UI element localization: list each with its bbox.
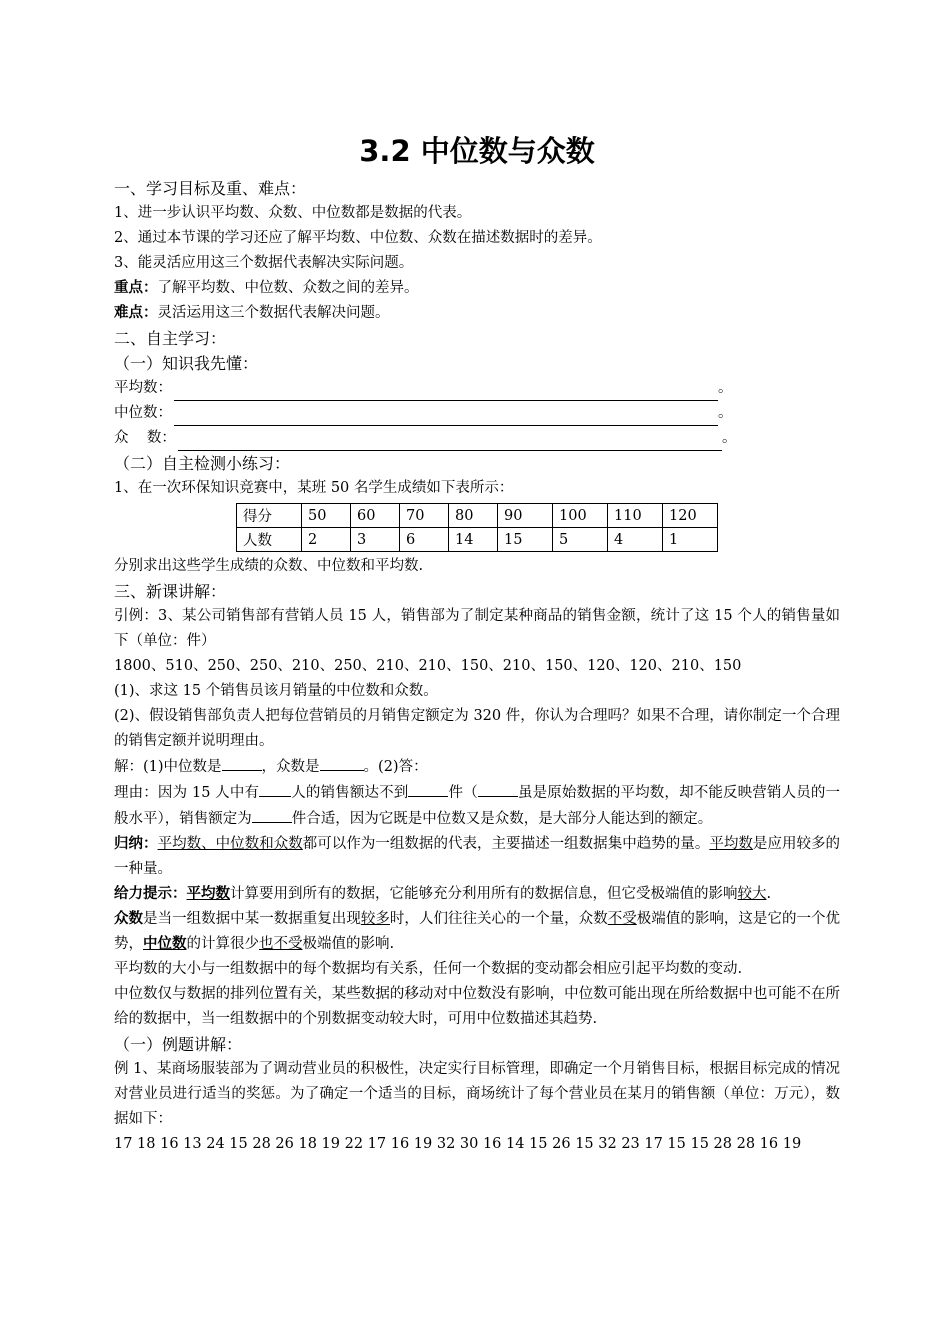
difficult-point <box>114 301 840 326</box>
fill-end-mode: 。 <box>721 430 737 446</box>
table-cell: 50 <box>302 504 351 528</box>
example-1-data: 17 18 16 13 24 15 28 26 18 19 22 17 16 19 32 30 16 14 15 26 15 32 23 17 15 15 28 28 16 19 <box>114 1136 802 1152</box>
table-row <box>237 504 718 528</box>
answer-blank-count[interactable] <box>259 780 291 797</box>
section-2-heading: 二、自主学习： <box>114 329 227 348</box>
fill-label-median: 中位数： <box>114 405 172 421</box>
table-cell: 100 <box>553 504 608 528</box>
table-cell: 80 <box>449 504 498 528</box>
reason-paragraph <box>114 780 840 832</box>
sales-data: 1800、510、250、250、210、250、210、210、150、210、150、120、120、210、150 <box>114 658 742 674</box>
solution-text-c: 。(2)答： <box>363 759 428 775</box>
fill-label-mode: 众 数： <box>114 430 176 446</box>
section-1-heading: 一、学习目标及重、难点： <box>114 179 307 198</box>
subsection-knowledge: （一）知识我先懂： <box>114 354 259 373</box>
table-cell: 110 <box>608 504 663 528</box>
reason-text-d: 虽是原始数据的平均数，却不能反映营销人员的一般水平），销售额定为 <box>114 785 841 827</box>
median-term: 中位数 <box>143 936 187 952</box>
mode-text-5: 极端值的影响. <box>302 936 395 952</box>
mode-text-4: 的计算很少 <box>186 936 259 952</box>
question-1: 1、在一次环保知识竞赛中，某班 50 名学生成绩如下表所示： <box>114 480 514 496</box>
goal-2: 2、通过本节课的学习还应了解平均数、中位数、众数在描述数据时的差异。 <box>114 230 602 246</box>
example-1: 例 1、某商场服装部为了调动营业员的积极性，决定实行目标管理，即确定一个月销售目标，根据目标完成的情况对营业员进行适当的奖惩。为了确定一个适当的目标，商场统计了每个营业员在某月的销售额（单位：万元），数据如下： <box>114 1061 840 1127</box>
table-cell: 60 <box>351 504 400 528</box>
solution-text-b: ，众数是 <box>261 759 320 775</box>
reason-text-e: 件合适，因为它既是中位数又是众数，是大部分人能达到的额定。 <box>291 811 713 827</box>
fill-end-median: 。 <box>718 405 733 421</box>
mode-term: 众数 <box>114 911 144 927</box>
summary-underlined-2: 平均数 <box>709 836 753 852</box>
goal-1: 1、进一步认识平均数、众数、中位数都是数据的代表。 <box>114 205 472 221</box>
fill-blank-mean[interactable] <box>174 382 718 401</box>
document-page <box>114 128 840 1157</box>
key-point-label: 重点： <box>114 280 158 296</box>
fill-row-mean <box>114 376 840 401</box>
score-table <box>236 503 718 552</box>
solution-line <box>114 754 840 780</box>
section-3-heading: 三、新课讲解： <box>114 582 227 601</box>
fill-blank-mode[interactable] <box>178 432 722 451</box>
table-cell: 120 <box>663 504 718 528</box>
answer-blank-median[interactable] <box>222 754 262 771</box>
mode-text-3: 极端值的影响，这是它的一个优势， <box>114 911 841 952</box>
fill-end-mean: 。 <box>718 380 733 396</box>
tip-label: 给力提示： <box>114 886 187 902</box>
answer-blank-amount[interactable] <box>408 780 448 797</box>
table-cell: 2 <box>302 528 351 552</box>
median-paragraph: 中位数仅与数据的排列位置有关，某些数据的移动对中位数没有影响，中位数可能出现在所给数据中也可能不在所给的数据中，当一组数据中的个别数据变动较大时，可用中位数描述其趋势. <box>114 986 840 1027</box>
difficult-point-label: 难点： <box>114 305 158 321</box>
difficult-point-text: 灵活运用这三个数据代表解决问题。 <box>157 305 390 321</box>
answer-blank-average[interactable] <box>478 780 518 797</box>
question-1-instruction: 分别求出这些学生成绩的众数、中位数和平均数. <box>114 558 424 574</box>
tip-text-1: 计算要用到所有的数据，它能够充分利用所有的数据信息，但它受极端值的影响 <box>230 886 738 902</box>
fill-row-median <box>114 401 840 426</box>
goal-3: 3、能灵活应用这三个数据代表解决实际问题。 <box>114 255 414 271</box>
table-cell: 3 <box>351 528 400 552</box>
fill-row-mode <box>114 426 840 451</box>
table-cell: 4 <box>608 528 663 552</box>
tip-paragraph <box>114 882 840 907</box>
page-title: 3.2 中位数与众数 <box>359 134 595 168</box>
table-cell: 得分 <box>237 504 302 528</box>
summary-label: 归纳： <box>114 836 158 852</box>
subsection-self-check: （二）自主检测小练习： <box>114 454 291 473</box>
key-point-text: 了解平均数、中位数、众数之间的差异。 <box>157 280 419 296</box>
table-cell: 5 <box>553 528 608 552</box>
mean-paragraph: 平均数的大小与一组数据中的每个数据均有关系，任何一个数据的变动都会相应引起平均数的变动. <box>114 961 743 977</box>
fill-blank-median[interactable] <box>174 407 718 426</box>
summary-paragraph <box>114 832 840 882</box>
summary-underlined-1: 平均数、中位数和众数 <box>157 836 303 852</box>
tip-text-2: . <box>766 886 772 902</box>
answer-blank-mode[interactable] <box>320 754 364 771</box>
mode-text-1: 是当一组数据中某一数据重复出现 <box>143 911 361 927</box>
solution-text-a: 解：(1)中位数是 <box>114 759 222 775</box>
table-cell: 14 <box>449 528 498 552</box>
subsection-examples: （一）例题讲解： <box>114 1035 243 1054</box>
table-cell: 6 <box>400 528 449 552</box>
summary-text-1: 都可以作为一组数据的代表，主要描述一组数据集中趋势的量。 <box>302 836 710 852</box>
fill-label-mean: 平均数： <box>114 380 172 396</box>
table-cell: 90 <box>498 504 553 528</box>
reason-text-b: 人的销售额达不到 <box>291 785 409 801</box>
answer-blank-quota[interactable] <box>252 806 292 823</box>
table-cell: 15 <box>498 528 553 552</box>
table-row <box>237 528 718 552</box>
tip-underlined: 较大 <box>737 886 767 902</box>
mode-underlined-3: 也不受 <box>259 936 303 952</box>
key-point <box>114 276 840 301</box>
table-cell: 人数 <box>237 528 302 552</box>
mode-paragraph <box>114 907 840 957</box>
reason-text-a: 理由：因为 15 人中有 <box>114 785 260 801</box>
tip-mean-term: 平均数 <box>186 886 230 902</box>
intro-question-1: (1)、求这 15 个销售员该月销量的中位数和众数。 <box>114 683 438 699</box>
mode-underlined-2: 不受 <box>607 911 637 927</box>
table-cell: 70 <box>400 504 449 528</box>
mode-underlined-1: 较多 <box>360 911 390 927</box>
table-cell: 1 <box>663 528 718 552</box>
mode-text-2: 时，人们往往关心的一个量，众数 <box>389 911 608 927</box>
summary-text-2: 是应用较多的一种量。 <box>114 836 841 877</box>
reason-text-c: 件（ <box>448 785 478 801</box>
intro-example: 引例：3、某公司销售部有营销人员 15 人，销售部为了制定某种商品的销售金额，统计了这 15 个人的销售量如下（单位：件） <box>114 608 840 649</box>
intro-question-2: (2)、假设销售部负责人把每位营销员的月销售定额定为 320 件，你认为合理吗？如果不合理，请你制定一个合理的销售定额并说明理由。 <box>114 708 840 749</box>
